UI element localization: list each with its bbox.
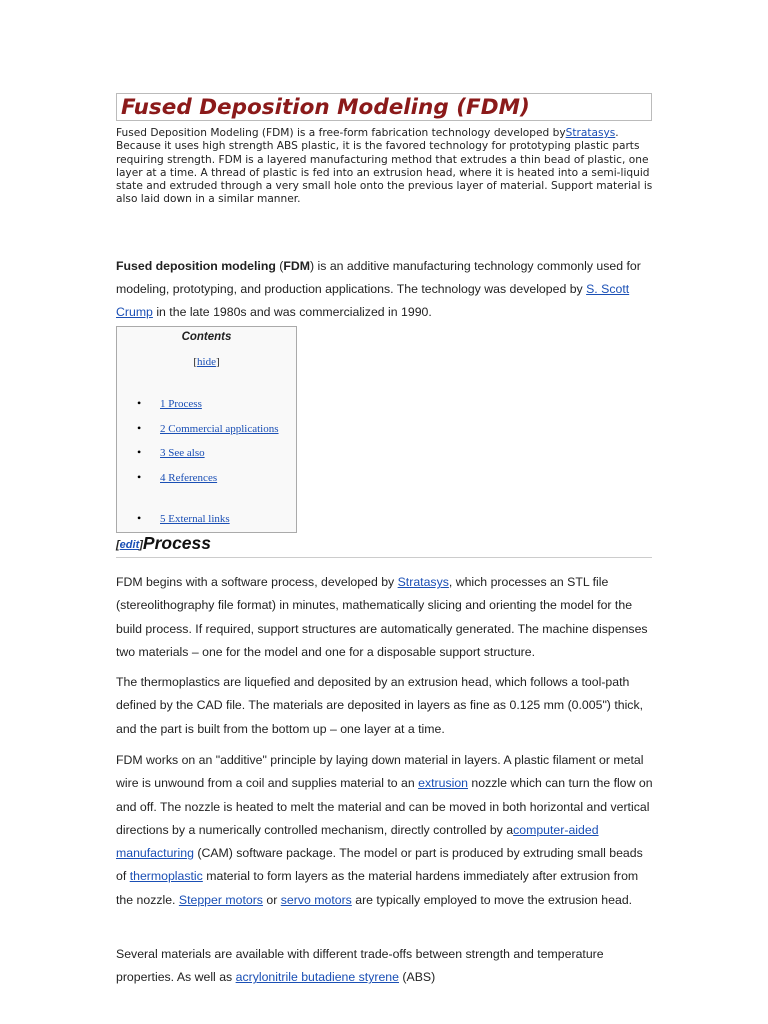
toc-link-see-also[interactable]: 3 See also [160,447,205,459]
servo-motors-link[interactable]: servo motors [280,892,352,907]
intro-text-1: Fused Deposition Modeling (FDM) is a free-form fabrication technology developed by [116,127,566,139]
lead-text-1: ( [275,259,284,273]
toc-item [137,445,205,460]
lead-paragraph [116,255,656,324]
toc-item [137,511,230,526]
cam-link[interactable]: computer-aided manufacturing [116,822,599,861]
toc-link-commercial-applications[interactable]: 2 Commercial applications [160,423,279,435]
edit-link[interactable]: edit [119,539,140,551]
edit-section: [edit] [116,539,143,551]
scott-crump-link[interactable]: S. Scott Crump [116,282,630,319]
abs-link[interactable]: acrylonitrile butadiene styrene [235,970,399,985]
process-paragraph-4: Several materials are available with different trade-offs between strength and temperature properties. As well as acrylonitrile butadiene styrene (ABS) [116,947,604,985]
table-of-contents [116,326,297,533]
thermoplastic-link[interactable]: thermoplastic [129,869,203,884]
toc-link-external-links[interactable]: 5 External links [160,513,230,525]
stepper-motors-link[interactable]: Stepper motors [178,892,263,907]
lead-bold-abbr: FDM [283,259,311,273]
section-title: Process [142,533,212,553]
bullet-icon: • [137,396,142,410]
intro-paragraph [116,127,656,207]
toc-item [137,396,202,411]
lead-bold-term: Fused deposition modeling [116,259,276,273]
page-title: Fused Deposition Modeling (FDM) [121,95,530,120]
lead-text-3: in the late 1980s and was commercialized in 1990. [152,305,432,319]
toc-link-references[interactable]: 4 References [160,472,218,484]
title-box [116,93,652,121]
process-paragraph-3: FDM works on an "additive" principle by laying down material in layers. A plastic filament or metal wire is unwound from a coil and supplies material to an extrusion nozzle which can turn the flow on and off. The nozzle is heated to melt the material and can be moved in both horizontal and vertical directions by a numerically controlled mechanism, directly controlled by acomputer-aided manufacturing (CAM) software package. The model or part is produced by extruding small beads of thermoplastic material to form layers as the material hardens immediately after extrusion from the nozzle. Stepper motors or servo motors are typically employed to move the extrusion head. [116,753,653,907]
bullet-icon: • [137,470,142,484]
section-heading-process [116,533,652,558]
toc-link-process[interactable]: 1 Process [160,398,202,410]
toc-item [137,421,279,436]
process-paragraph-2: The thermoplastics are liquefied and deposited by an extrusion head, which follows a tool-path defined by the CAD file. The materials are deposited in layers as fine as 0.125 mm (0.005") thick, and the part is built from the bottom up – one layer at a time. [116,675,644,736]
bullet-icon: • [137,421,142,435]
bullet-icon: • [137,445,142,459]
stratasys-link-2[interactable]: Stratasys [397,575,449,589]
toc-hide-toggle: [hide] [193,356,220,368]
stratasys-link[interactable]: Stratasys [565,127,616,139]
toc-hide-link[interactable]: hide [197,356,216,368]
toc-title: Contents [181,331,232,343]
lead-text-2: ) is an additive manufacturing technology commonly used for modeling, prototyping, and production applications. The technology was developed by [116,259,641,296]
process-paragraph-1: FDM begins with a software process, developed by Stratasys, which processes an STL file (stereolithography file format) in minutes, mathematically slicing and orienting the model for the build process. If required, support structures are automatically generated. The machine dispenses two materials – one for the model and one for a disposable support structure. [116,575,648,659]
extrusion-link[interactable]: extrusion [418,776,469,791]
intro-text-2: . Because it uses high strength ABS plastic, it is the favored technology for prototyping plastic parts requiring strength. FDM is a layered manufacturing method that extrudes a thin bead of plastic, one layer at a time. A thread of plastic is fed into an extrusion head, where it is heated into a semi-liquid state and extruded through a very small hole onto the previous layer of material. Support material is also laid down in a similar manner. [116,127,653,206]
toc-item [137,470,217,485]
bullet-icon: • [137,511,142,525]
